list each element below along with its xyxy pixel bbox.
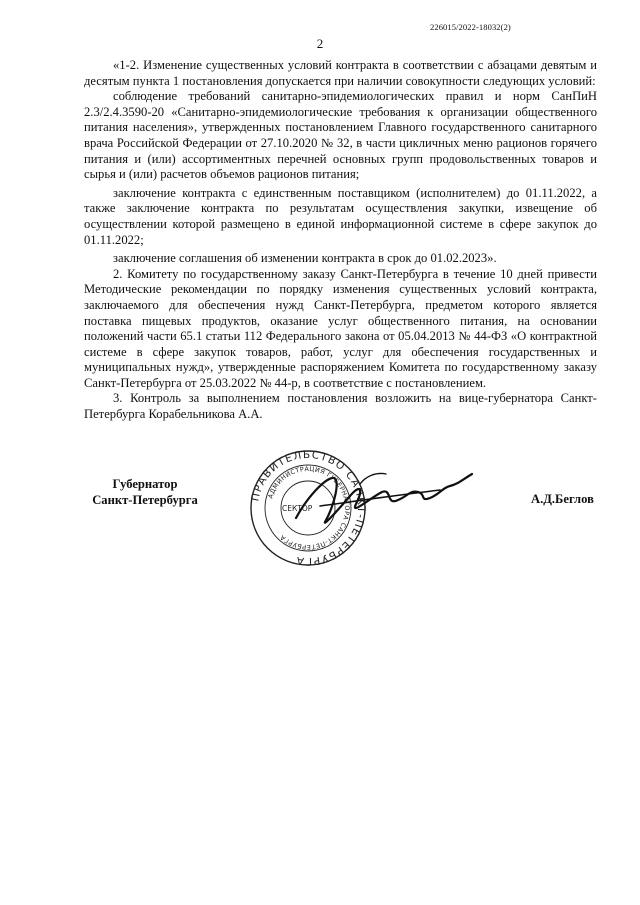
document-body (84, 58, 597, 423)
signer-position (84, 476, 206, 508)
signer-name: А.Д.Беглов (531, 492, 594, 506)
seal-outer-text: ПРАВИТЕЛЬСТВО САНКТ-ПЕТЕРБУРГА (249, 448, 368, 568)
paragraph-agreement-deadline: заключение соглашения об изменении контракта в срок до 01.02.2023». (113, 251, 497, 266)
page-number: 2 (316, 36, 324, 51)
signer-position-line1: Губернатор (112, 477, 178, 491)
signature-block (0, 448, 640, 620)
paragraph-clause-2: 2. Комитету по государственному заказу Санкт-Петербурга в течение 10 дней привести Методические рекомендации по порядку изменения существенных условий контракта, заключаемого для обеспечения нужд Санкт-Петербурга, предметом которого является поставка пищевых продуктов, оказание услуг общественного питания, на основании положений части 65.1 статьи 112 Федерального закона от 05.04.2013 № 44-ФЗ «О контрактной системе в сфере закупок товаров, работ, услуг для обеспечения государственных и муниципальных нужд», утвержденные распоряжением Комитета по государственному заказу Санкт-Петербурга от 25.03.2022 № 44-р, в соответствие с постановлением. (84, 266, 597, 390)
paragraph-clause-1-2: «1-2. Изменение существенных условий контракта в соответствии с абзацами девятым и десятым пункта 1 постановления допускается при наличии совокупности следующих условий: (84, 58, 597, 88)
paragraph-sanpin-condition: соблюдение требований санитарно-эпидемиологических правил и норм СанПиН 2.3/2.4.3590-20 «Санитарно-эпидемиологические требования к организации общественного питания населения», утвержденных постановлением Главного государственного санитарного врача Российской Федерации от 27.10.2020 № 32, в части цикличных меню рационов горячего питания и (или) ассортиментных перечней основных групп продовольственных товаров и сырья и (или) расчетов объемов рационов питания; (84, 89, 597, 182)
document-registration-number: 226015/2022-18032(2) (430, 22, 511, 32)
handwritten-signature (290, 466, 480, 536)
signer-position-line2: Санкт-Петербурга (92, 493, 198, 507)
paragraph-clause-3: 3. Контроль за выполнением постановления возложить на вице-губернатора Санкт-Петербурга Корабельникова А.А. (84, 391, 597, 422)
seal-inner-text: АДМИНИСТРАЦИЯ ГУБЕРНАТОРА САНКТ-ПЕТЕРБУРГА (266, 464, 352, 552)
seal-center-text: СЕКТОР (282, 504, 313, 513)
paragraph-contract-deadline: заключение контракта с единственным поставщиком (исполнителем) до 01.11.2022, а также заключение контракта по результатам осуществления закупки, извещение об осуществлении которой размещено в единой информационной системе в сфере закупок до 01.11.2022; (84, 185, 597, 247)
